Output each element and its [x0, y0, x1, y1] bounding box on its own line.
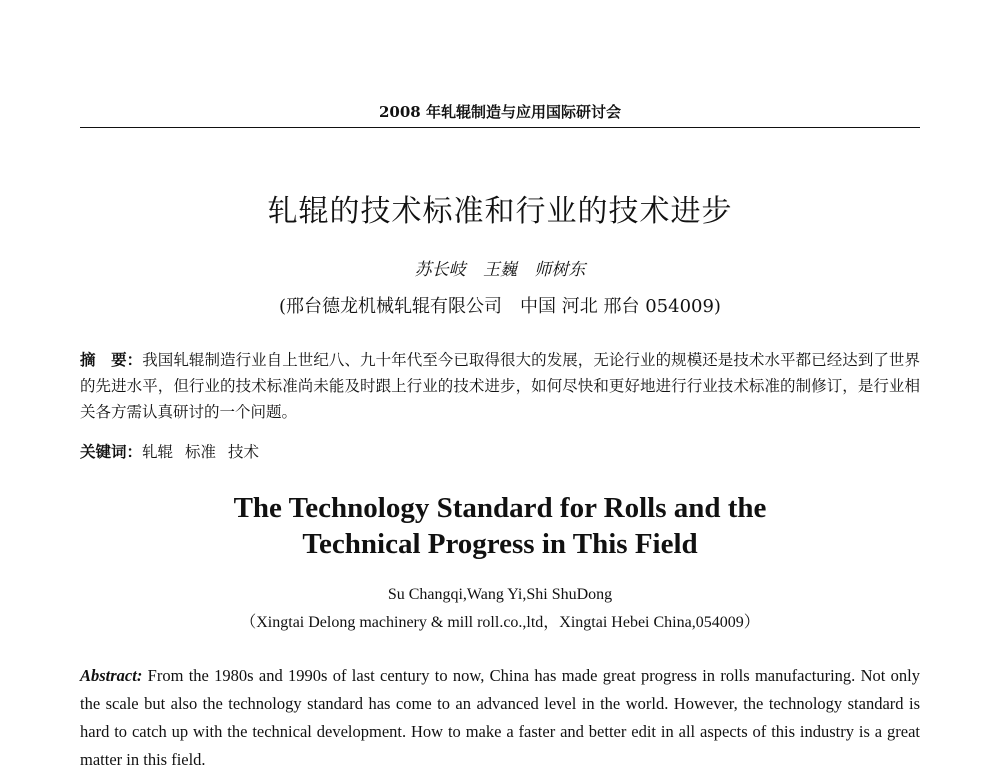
english-affiliation: （Xingtai Delong machinery & mill roll.co.,ltd，Xingtai Hebei China,054009）: [240, 614, 760, 631]
chinese-authors: 苏长岐 王巍 师树东: [414, 260, 586, 280]
chinese-abstract: [80, 347, 920, 425]
running-header: 2008 年轧辊制造与应用国际研讨会: [80, 103, 920, 128]
chinese-keywords-label: 关键词：: [80, 442, 143, 461]
chinese-keywords: [80, 440, 920, 464]
english-abstract: [80, 662, 920, 774]
english-title-line-2: Technical Progress in This Field: [302, 528, 698, 560]
keyword: 轧辊: [142, 443, 174, 461]
keyword: 标准: [185, 443, 217, 461]
chinese-abstract-text: 我国轧辊制造行业自上世纪八、九十年代至今已取得很大的发展，无论行业的规模还是技术水平都已经达到了世界的先进水平，但行业的技术标准尚未能及时跟上行业的技术进步，如何尽快和更好地进行行业技术标准的制修订，是行业相关各方需认真研讨的一个问题。: [80, 351, 920, 421]
chinese-title: 轧辊的技术标准和行业的技术进步: [267, 194, 733, 229]
english-abstract-text: From the 1980s and 1990s of last century to now, China has made great progress in rolls manufacturing. Not only the scale but also the technology standard has come to an advanced level in the world. However, the technology standard is hard to catch up with the technical development. How to make a faster and better edit in all aspects of this industry is a great matter in this field.: [80, 666, 920, 769]
english-authors: Su Changqi,Wang Yi,Shi ShuDong: [387, 586, 613, 603]
english-title-line-1: The Technology Standard for Rolls and the: [233, 492, 767, 524]
chinese-abstract-label: 摘 要：: [80, 350, 143, 369]
keyword: 技术: [228, 443, 260, 461]
english-abstract-label: Abstract:: [80, 666, 143, 685]
chinese-affiliation: (邢台德龙机械轧辊有限公司 中国 河北 邢台 054009): [279, 296, 721, 317]
english-title: [0, 490, 1000, 562]
